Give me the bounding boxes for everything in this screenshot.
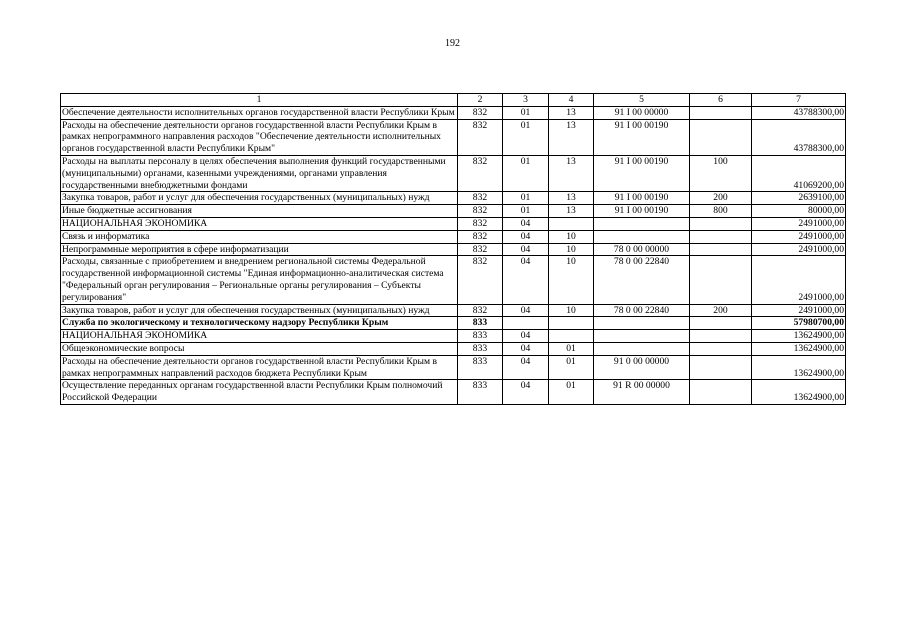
- row-name-cell: Закупка товаров, работ и услуг для обеспечения государственных (муниципальных) нужд: [61, 192, 458, 205]
- table-row: [61, 342, 846, 355]
- code-cell-6: [690, 342, 752, 355]
- code-cell-5: [594, 230, 690, 243]
- code-cell-3: 04: [503, 256, 549, 304]
- amount-cell: 2491000,00: [752, 304, 846, 317]
- code-cell-5: 91 I 00 00190: [594, 155, 690, 191]
- code-cell-4: 10: [549, 304, 594, 317]
- code-cell-4: 10: [549, 256, 594, 304]
- row-name-cell: Закупка товаров, работ и услуг для обеспечения государственных (муниципальных) нужд: [61, 304, 458, 317]
- code-cell-4: [549, 330, 594, 343]
- table-row: [61, 230, 846, 243]
- table-row: [61, 304, 846, 317]
- code-cell-2: 832: [458, 106, 503, 119]
- code-cell-4: 13: [549, 106, 594, 119]
- code-cell-6: [690, 330, 752, 343]
- code-cell-6: [690, 317, 752, 330]
- table-row: [61, 192, 846, 205]
- row-name-cell: НАЦИОНАЛЬНАЯ ЭКОНОМИКА: [61, 330, 458, 343]
- code-cell-2: 833: [458, 355, 503, 380]
- row-name-cell: Связь и информатика: [61, 230, 458, 243]
- header-cell: 6: [690, 94, 752, 107]
- amount-cell: 13624900,00: [752, 330, 846, 343]
- code-cell-2: 832: [458, 155, 503, 191]
- code-cell-2: 832: [458, 304, 503, 317]
- code-cell-3: 01: [503, 205, 549, 218]
- code-cell-4: 13: [549, 205, 594, 218]
- code-cell-5: [594, 317, 690, 330]
- amount-cell: 57980700,00: [752, 317, 846, 330]
- code-cell-3: 04: [503, 304, 549, 317]
- code-cell-2: 833: [458, 330, 503, 343]
- code-cell-2: 833: [458, 317, 503, 330]
- code-cell-6: 800: [690, 205, 752, 218]
- code-cell-5: [594, 217, 690, 230]
- amount-cell: 2639100,00: [752, 192, 846, 205]
- amount-cell: 13624900,00: [752, 380, 846, 405]
- code-cell-2: 832: [458, 205, 503, 218]
- table-row: [61, 106, 846, 119]
- code-cell-2: 832: [458, 256, 503, 304]
- budget-table: [60, 93, 846, 405]
- header-cell: 3: [503, 94, 549, 107]
- table-row: [61, 119, 846, 155]
- amount-cell: 13624900,00: [752, 342, 846, 355]
- table-row: [61, 380, 846, 405]
- table-row: [61, 243, 846, 256]
- code-cell-2: 832: [458, 192, 503, 205]
- row-name-cell: Осуществление переданных органам государственной власти Республики Крым полномочий Российской Федерации: [61, 380, 458, 405]
- code-cell-5: 91 I 00 00190: [594, 119, 690, 155]
- code-cell-2: 832: [458, 243, 503, 256]
- code-cell-3: 01: [503, 119, 549, 155]
- row-name-cell: Расходы на обеспечение деятельности органов государственной власти Республики Крым в рамках непрограммных направлений расходов бюджета Республики Крым: [61, 355, 458, 380]
- code-cell-6: [690, 119, 752, 155]
- page-number: 192: [445, 38, 460, 49]
- code-cell-2: 832: [458, 119, 503, 155]
- code-cell-5: [594, 330, 690, 343]
- code-cell-3: 04: [503, 330, 549, 343]
- code-cell-5: 91 0 00 00000: [594, 355, 690, 380]
- row-name-cell: Расходы на выплаты персоналу в целях обеспечения выполнения функций государственными (муниципальными) органами, казенными учреждениями, органами управления государственными внебюджетными фондами: [61, 155, 458, 191]
- code-cell-5: 91 I 00 00190: [594, 205, 690, 218]
- code-cell-4: 10: [549, 243, 594, 256]
- amount-cell: 2491000,00: [752, 217, 846, 230]
- code-cell-3: 04: [503, 342, 549, 355]
- row-name-cell: Иные бюджетные ассигнования: [61, 205, 458, 218]
- code-cell-3: 04: [503, 230, 549, 243]
- header-cell: 4: [549, 94, 594, 107]
- code-cell-3: 04: [503, 243, 549, 256]
- code-cell-4: 10: [549, 230, 594, 243]
- code-cell-3: 04: [503, 380, 549, 405]
- header-cell: 1: [61, 94, 458, 107]
- code-cell-6: [690, 243, 752, 256]
- row-name-cell: Непрограммные мероприятия в сфере информатизации: [61, 243, 458, 256]
- row-name-cell: Расходы на обеспечение деятельности органов государственной власти Республики Крым в рамках непрограммного направления расходов "Обеспечение деятельности исполнительных органов государственной власти Республики Крым": [61, 119, 458, 155]
- code-cell-5: 78 0 00 22840: [594, 304, 690, 317]
- code-cell-5: 91 I 00 00000: [594, 106, 690, 119]
- code-cell-4: 01: [549, 355, 594, 380]
- amount-cell: 13624900,00: [752, 355, 846, 380]
- amount-cell: 2491000,00: [752, 256, 846, 304]
- code-cell-6: 200: [690, 192, 752, 205]
- code-cell-5: 91 R 00 00000: [594, 380, 690, 405]
- code-cell-5: 91 I 00 00190: [594, 192, 690, 205]
- table-header-row: [61, 94, 846, 107]
- amount-cell: 80000,00: [752, 205, 846, 218]
- row-name-cell: Служба по экологическому и технологическому надзору Республики Крым: [61, 317, 458, 330]
- code-cell-6: [690, 106, 752, 119]
- code-cell-4: 01: [549, 380, 594, 405]
- code-cell-4: 13: [549, 155, 594, 191]
- code-cell-6: [690, 230, 752, 243]
- code-cell-3: 01: [503, 192, 549, 205]
- table-row: [61, 205, 846, 218]
- table-row: [61, 155, 846, 191]
- amount-cell: 2491000,00: [752, 243, 846, 256]
- amount-cell: 41069200,00: [752, 155, 846, 191]
- table-row: [61, 317, 846, 330]
- code-cell-2: 833: [458, 342, 503, 355]
- row-name-cell: Обеспечение деятельности исполнительных органов государственной власти Республики Крым: [61, 106, 458, 119]
- table-row: [61, 330, 846, 343]
- table-row: [61, 217, 846, 230]
- code-cell-6: [690, 217, 752, 230]
- amount-cell: 2491000,00: [752, 230, 846, 243]
- code-cell-6: [690, 256, 752, 304]
- code-cell-5: 78 0 00 00000: [594, 243, 690, 256]
- row-name-cell: НАЦИОНАЛЬНАЯ ЭКОНОМИКА: [61, 217, 458, 230]
- header-cell: 5: [594, 94, 690, 107]
- header-cell: 7: [752, 94, 846, 107]
- code-cell-4: 01: [549, 342, 594, 355]
- code-cell-4: 13: [549, 192, 594, 205]
- amount-cell: 43788300,00: [752, 106, 846, 119]
- table-row: [61, 355, 846, 380]
- code-cell-6: [690, 355, 752, 380]
- code-cell-4: 13: [549, 119, 594, 155]
- code-cell-6: 100: [690, 155, 752, 191]
- code-cell-3: 01: [503, 155, 549, 191]
- code-cell-5: [594, 342, 690, 355]
- code-cell-3: 01: [503, 106, 549, 119]
- code-cell-6: [690, 380, 752, 405]
- amount-cell: 43788300,00: [752, 119, 846, 155]
- code-cell-4: [549, 317, 594, 330]
- code-cell-3: 04: [503, 217, 549, 230]
- row-name-cell: Общеэкономические вопросы: [61, 342, 458, 355]
- code-cell-2: 832: [458, 230, 503, 243]
- code-cell-4: [549, 217, 594, 230]
- code-cell-6: 200: [690, 304, 752, 317]
- row-name-cell: Расходы, связанные с приобретением и внедрением региональной системы Федеральной государственной информационной системы "Единая информационно-аналитическая система "Федеральный орган регулирования – Региональные органы регулирования – Субъекты регулирования": [61, 256, 458, 304]
- code-cell-3: [503, 317, 549, 330]
- code-cell-2: 833: [458, 380, 503, 405]
- code-cell-5: 78 0 00 22840: [594, 256, 690, 304]
- code-cell-2: 832: [458, 217, 503, 230]
- table-row: [61, 256, 846, 304]
- header-cell: 2: [458, 94, 503, 107]
- code-cell-3: 04: [503, 355, 549, 380]
